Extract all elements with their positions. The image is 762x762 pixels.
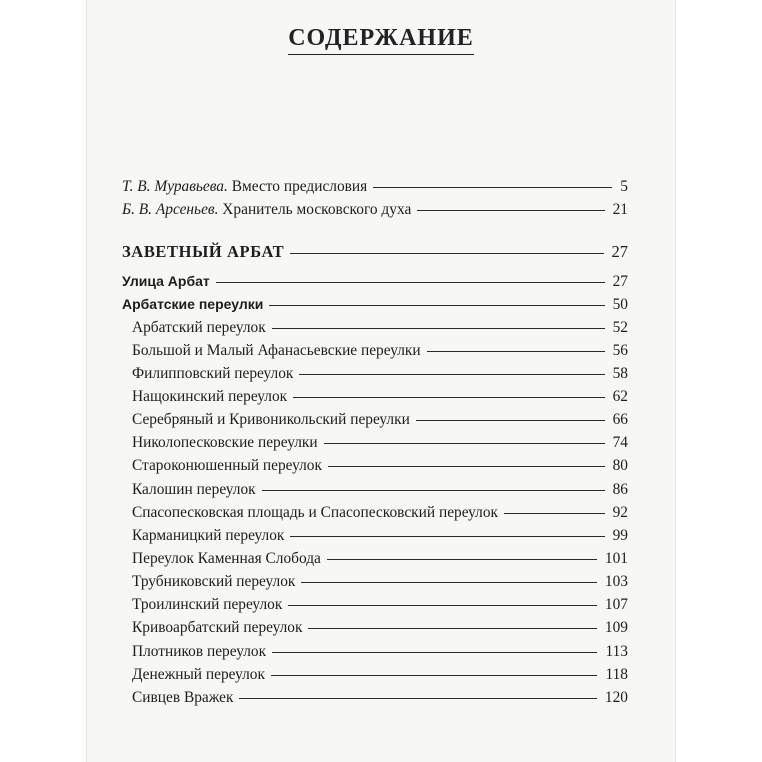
toc-lane-entry[interactable] bbox=[132, 411, 628, 435]
toc-lane-title: Калошин переулок bbox=[132, 481, 256, 498]
leader-line bbox=[271, 675, 598, 676]
toc-lane-entry[interactable] bbox=[132, 573, 628, 597]
toc-page-number: 120 bbox=[604, 689, 628, 706]
leader-line bbox=[288, 605, 597, 606]
toc-page-number: 62 bbox=[612, 388, 628, 405]
toc-lane-title: Спасопесковская площадь и Спасопесковский переулок bbox=[132, 504, 499, 521]
toc-lane-entry[interactable] bbox=[132, 504, 628, 528]
toc-page-number: 101 bbox=[604, 550, 628, 567]
toc-lane-title: Переулок Каменная Слобода bbox=[132, 550, 321, 567]
toc-title: Вместо предисловия bbox=[231, 178, 368, 195]
leader-line bbox=[504, 513, 605, 514]
toc-part-entry[interactable] bbox=[122, 273, 628, 297]
toc-lane-entry[interactable] bbox=[132, 666, 628, 690]
toc-lane-title: Серебряный и Кривоникольский переулки bbox=[132, 411, 410, 428]
toc-lane-entry[interactable] bbox=[132, 527, 628, 551]
toc-part-title: Арбатские переулки bbox=[122, 296, 264, 312]
toc-lane-title: Денежный переулок bbox=[132, 666, 265, 683]
toc-lane-title: Большой и Малый Афанасьевские переулки bbox=[132, 342, 421, 359]
leader-line bbox=[269, 305, 604, 306]
toc-lane-entry[interactable] bbox=[132, 365, 628, 389]
leader-line bbox=[328, 466, 605, 467]
toc-lane-entry[interactable] bbox=[132, 388, 628, 412]
toc-page-number: 5 bbox=[620, 178, 628, 195]
toc-lane-title: Сивцев Вражек bbox=[132, 689, 234, 706]
toc-entry-intro-1[interactable] bbox=[122, 178, 628, 202]
leader-line bbox=[272, 328, 605, 329]
leader-line bbox=[272, 652, 597, 653]
toc-section-title: ЗАВЕТНЫЙ АРБАТ bbox=[122, 242, 285, 261]
toc-lane-entry[interactable] bbox=[132, 457, 628, 481]
toc-page-number: 107 bbox=[604, 596, 628, 613]
toc-lane-entry[interactable] bbox=[132, 319, 628, 343]
toc-lane-title: Николопесковские переулки bbox=[132, 434, 318, 451]
toc-lane-title: Нащокинский переулок bbox=[132, 388, 288, 405]
toc-page-number: 103 bbox=[604, 573, 628, 590]
toc-lane-entry[interactable] bbox=[132, 596, 628, 620]
toc-part-title: Улица Арбат bbox=[122, 273, 210, 289]
toc-page-number: 109 bbox=[604, 619, 628, 636]
toc-page-number: 113 bbox=[605, 643, 628, 660]
leader-line bbox=[262, 490, 605, 491]
toc-lane-title: Карманицкий переулок bbox=[132, 527, 285, 544]
toc-author: Б. В. Арсеньев. bbox=[122, 201, 219, 218]
toc-page-number: 27 bbox=[611, 242, 628, 261]
toc-lane-entry[interactable] bbox=[132, 481, 628, 505]
toc-lane-title: Староконюшенный переулок bbox=[132, 457, 322, 474]
toc-lane-entry[interactable] bbox=[132, 342, 628, 366]
leader-line bbox=[239, 698, 596, 699]
toc-lane-title: Кривоарбатский переулок bbox=[132, 619, 303, 636]
toc-page-number: 118 bbox=[605, 666, 628, 683]
toc-page-number: 80 bbox=[612, 457, 628, 474]
toc-page-number: 74 bbox=[612, 434, 628, 451]
toc-lane-title: Трубниковский переулок bbox=[132, 573, 296, 590]
page-title bbox=[86, 25, 676, 55]
leader-line bbox=[293, 397, 604, 398]
leader-line bbox=[416, 420, 605, 421]
toc-title: Хранитель московского духа bbox=[222, 201, 412, 218]
toc-part-entry[interactable] bbox=[122, 296, 628, 320]
toc-page-number: 66 bbox=[612, 411, 628, 428]
book-page bbox=[86, 0, 676, 762]
toc-section-entry[interactable] bbox=[122, 242, 628, 266]
toc-page-number: 21 bbox=[612, 201, 628, 218]
leader-line bbox=[290, 536, 604, 537]
leader-line bbox=[301, 582, 597, 583]
toc-page-number: 52 bbox=[612, 319, 628, 336]
toc-page-number: 27 bbox=[612, 273, 628, 290]
toc-lane-entry[interactable] bbox=[132, 619, 628, 643]
toc-page-number: 56 bbox=[612, 342, 628, 359]
toc-page-number: 50 bbox=[612, 296, 628, 313]
toc-page-number: 92 bbox=[612, 504, 628, 521]
toc-lane-entry[interactable] bbox=[132, 550, 628, 574]
leader-line bbox=[216, 282, 605, 283]
leader-line bbox=[373, 187, 612, 188]
toc-lane-entry[interactable] bbox=[132, 689, 628, 713]
toc-lane-title: Плотников переулок bbox=[132, 643, 267, 660]
toc-lane-title: Арбатский переулок bbox=[132, 319, 266, 336]
toc-page-number: 99 bbox=[612, 527, 628, 544]
toc-lane-title: Троилинский переулок bbox=[132, 596, 283, 613]
toc-lane-title: Филипповский переулок bbox=[132, 365, 294, 382]
toc-lane-entry[interactable] bbox=[132, 434, 628, 458]
leader-line bbox=[290, 253, 603, 254]
leader-line bbox=[417, 210, 604, 211]
leader-line bbox=[327, 559, 597, 560]
leader-line bbox=[308, 628, 596, 629]
leader-line bbox=[324, 443, 605, 444]
toc-lane-entry[interactable] bbox=[132, 643, 628, 667]
page-title-text: СОДЕРЖАНИЕ bbox=[288, 25, 474, 55]
toc-author: Т. В. Муравьева. bbox=[122, 178, 228, 195]
leader-line bbox=[427, 351, 605, 352]
toc-page-number: 86 bbox=[612, 481, 628, 498]
toc-page-number: 58 bbox=[612, 365, 628, 382]
leader-line bbox=[299, 374, 604, 375]
toc-entry-intro-2[interactable] bbox=[122, 201, 628, 225]
